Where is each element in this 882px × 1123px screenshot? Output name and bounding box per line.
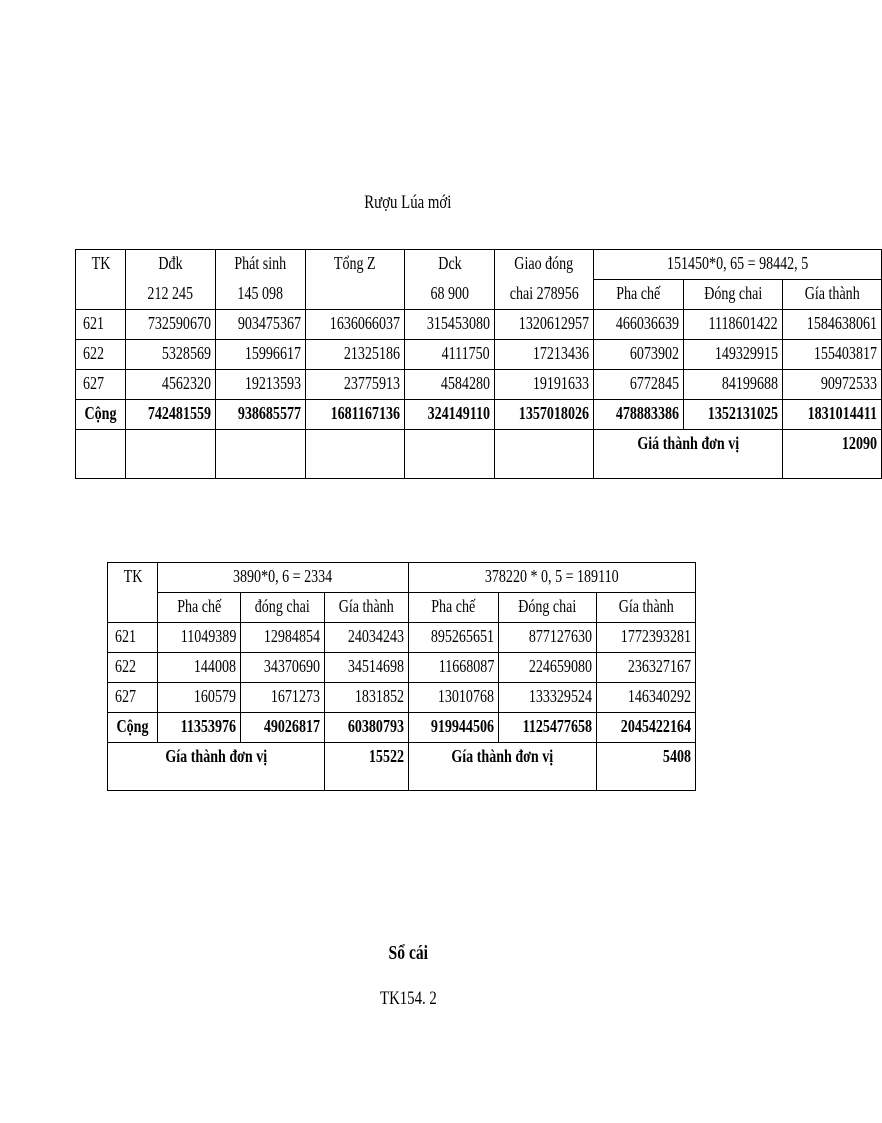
table-cell: 11668087 — [408, 653, 498, 683]
row-tk: 621 — [76, 310, 126, 340]
cell-dong-chai: 84199688 — [684, 370, 783, 400]
row-tk: 627 — [108, 683, 158, 713]
header-phat-sinh-value: 145 098 — [216, 280, 306, 310]
total-label: Cộng — [76, 400, 126, 430]
total-cell: 2045422164 — [596, 713, 695, 743]
header-dong-chai: Đóng chai — [498, 593, 596, 623]
header-ddk: Dđk — [126, 250, 216, 280]
header-tk: TK — [76, 250, 126, 280]
cell-dck: 315453080 — [405, 310, 495, 340]
cell-dck: 4111750 — [405, 340, 495, 370]
header-tk: TK — [108, 563, 158, 593]
table-cell: 133329524 — [498, 683, 596, 713]
cell-gia-thanh: 155403817 — [783, 340, 882, 370]
header-dong-chai: đóng chai — [241, 593, 325, 623]
blank-cell — [306, 430, 405, 479]
ledger-title: Sổ cái — [388, 942, 428, 964]
blank-cell — [76, 430, 126, 479]
cell-gia-thanh: 1584638061 — [783, 310, 882, 340]
cell-giao-dong: 17213436 — [495, 340, 594, 370]
total-cell: 919944506 — [408, 713, 498, 743]
cell-giao-dong: 19191633 — [495, 370, 594, 400]
header-tk-blank — [108, 593, 158, 623]
total-pha-che: 478883386 — [594, 400, 684, 430]
table-cell: 236327167 — [596, 653, 695, 683]
cell-dck: 4584280 — [405, 370, 495, 400]
header-tong-z-blank — [306, 280, 405, 310]
table-cell: 34370690 — [241, 653, 325, 683]
unit-price-value: 12090 — [783, 430, 882, 479]
table-row — [108, 653, 696, 683]
table-cell: 146340292 — [596, 683, 695, 713]
unit-price-value-1: 15522 — [325, 743, 409, 791]
table-cell: 144008 — [158, 653, 241, 683]
total-row — [108, 713, 696, 743]
cost-table-rice-wine — [75, 249, 882, 479]
header-pha-che: Pha chế — [158, 593, 241, 623]
row-tk: 621 — [108, 623, 158, 653]
table-cell: 1831852 — [325, 683, 409, 713]
cell-gia-thanh: 90972533 — [783, 370, 882, 400]
table-cell: 24034243 — [325, 623, 409, 653]
table-cell: 224659080 — [498, 653, 596, 683]
unit-price-label-2: Gía thành đơn vị — [408, 743, 596, 791]
blank-cell — [495, 430, 594, 479]
header-pha-che: Pha chế — [594, 280, 684, 310]
header-gia-thanh: Gía thành — [596, 593, 695, 623]
header-tk-blank — [76, 280, 126, 310]
cell-pha-che: 466036639 — [594, 310, 684, 340]
cell-tong-z: 1636066037 — [306, 310, 405, 340]
cell-phat-sinh: 903475367 — [216, 310, 306, 340]
unit-price-row — [108, 743, 696, 791]
cell-pha-che: 6772845 — [594, 370, 684, 400]
header-allocation-group: 151450*0, 65 = 98442, 5 — [594, 250, 882, 280]
cell-tong-z: 21325186 — [306, 340, 405, 370]
cell-phat-sinh: 19213593 — [216, 370, 306, 400]
cell-dong-chai: 149329915 — [684, 340, 783, 370]
table-cell: 11049389 — [158, 623, 241, 653]
table-row — [76, 370, 882, 400]
unit-price-row — [76, 430, 882, 479]
table-cell: 160579 — [158, 683, 241, 713]
table-row — [76, 310, 882, 340]
header-gia-thanh: Gía thành — [325, 593, 409, 623]
document-title: Rượu Lúa mới — [364, 192, 452, 213]
blank-cell — [405, 430, 495, 479]
table-cell: 12984854 — [241, 623, 325, 653]
cell-ddk: 732590670 — [126, 310, 216, 340]
cell-pha-che: 6073902 — [594, 340, 684, 370]
total-phat-sinh: 938685577 — [216, 400, 306, 430]
cell-giao-dong: 1320612957 — [495, 310, 594, 340]
row-tk: 622 — [108, 653, 158, 683]
table-row — [108, 683, 696, 713]
blank-cell — [216, 430, 306, 479]
header-gia-thanh: Gía thành — [783, 280, 882, 310]
header-group-2: 378220 * 0, 5 = 189110 — [408, 563, 695, 593]
header-giao-dong: Giao đóng — [495, 250, 594, 280]
total-ddk: 742481559 — [126, 400, 216, 430]
cell-ddk: 5328569 — [126, 340, 216, 370]
header-giao-dong-value: chai 278956 — [495, 280, 594, 310]
table-row — [76, 340, 882, 370]
total-cell: 60380793 — [325, 713, 409, 743]
header-ddk-value: 212 245 — [126, 280, 216, 310]
table-row — [108, 623, 696, 653]
ledger-account: TK154. 2 — [379, 988, 437, 1009]
total-cell: 1125477658 — [498, 713, 596, 743]
table-cell: 877127630 — [498, 623, 596, 653]
total-tong-z: 1681167136 — [306, 400, 405, 430]
total-row — [76, 400, 882, 430]
cost-table-allocation — [107, 562, 696, 791]
table-cell: 895265651 — [408, 623, 498, 653]
cell-phat-sinh: 15996617 — [216, 340, 306, 370]
table-cell: 13010768 — [408, 683, 498, 713]
header-dck-value: 68 900 — [405, 280, 495, 310]
row-tk: 622 — [76, 340, 126, 370]
cell-dong-chai: 1118601422 — [684, 310, 783, 340]
total-cell: 11353976 — [158, 713, 241, 743]
blank-cell — [126, 430, 216, 479]
header-dong-chai: Đóng chai — [684, 280, 783, 310]
cell-tong-z: 23775913 — [306, 370, 405, 400]
total-dong-chai: 1352131025 — [684, 400, 783, 430]
total-label: Cộng — [108, 713, 158, 743]
table-cell: 1671273 — [241, 683, 325, 713]
total-cell: 49026817 — [241, 713, 325, 743]
unit-price-value-2: 5408 — [596, 743, 695, 791]
table-cell: 1772393281 — [596, 623, 695, 653]
header-dck: Dck — [405, 250, 495, 280]
header-group-1: 3890*0, 6 = 2334 — [158, 563, 409, 593]
table-cell: 34514698 — [325, 653, 409, 683]
unit-price-label-1: Gía thành đơn vị — [108, 743, 325, 791]
header-pha-che: Pha chế — [408, 593, 498, 623]
header-tong-z: Tổng Z — [306, 250, 405, 280]
header-phat-sinh: Phát sinh — [216, 250, 306, 280]
row-tk: 627 — [76, 370, 126, 400]
cell-ddk: 4562320 — [126, 370, 216, 400]
total-dck: 324149110 — [405, 400, 495, 430]
unit-price-label: Giá thành đơn vị — [594, 430, 783, 479]
total-gia-thanh: 1831014411 — [783, 400, 882, 430]
total-giao-dong: 1357018026 — [495, 400, 594, 430]
